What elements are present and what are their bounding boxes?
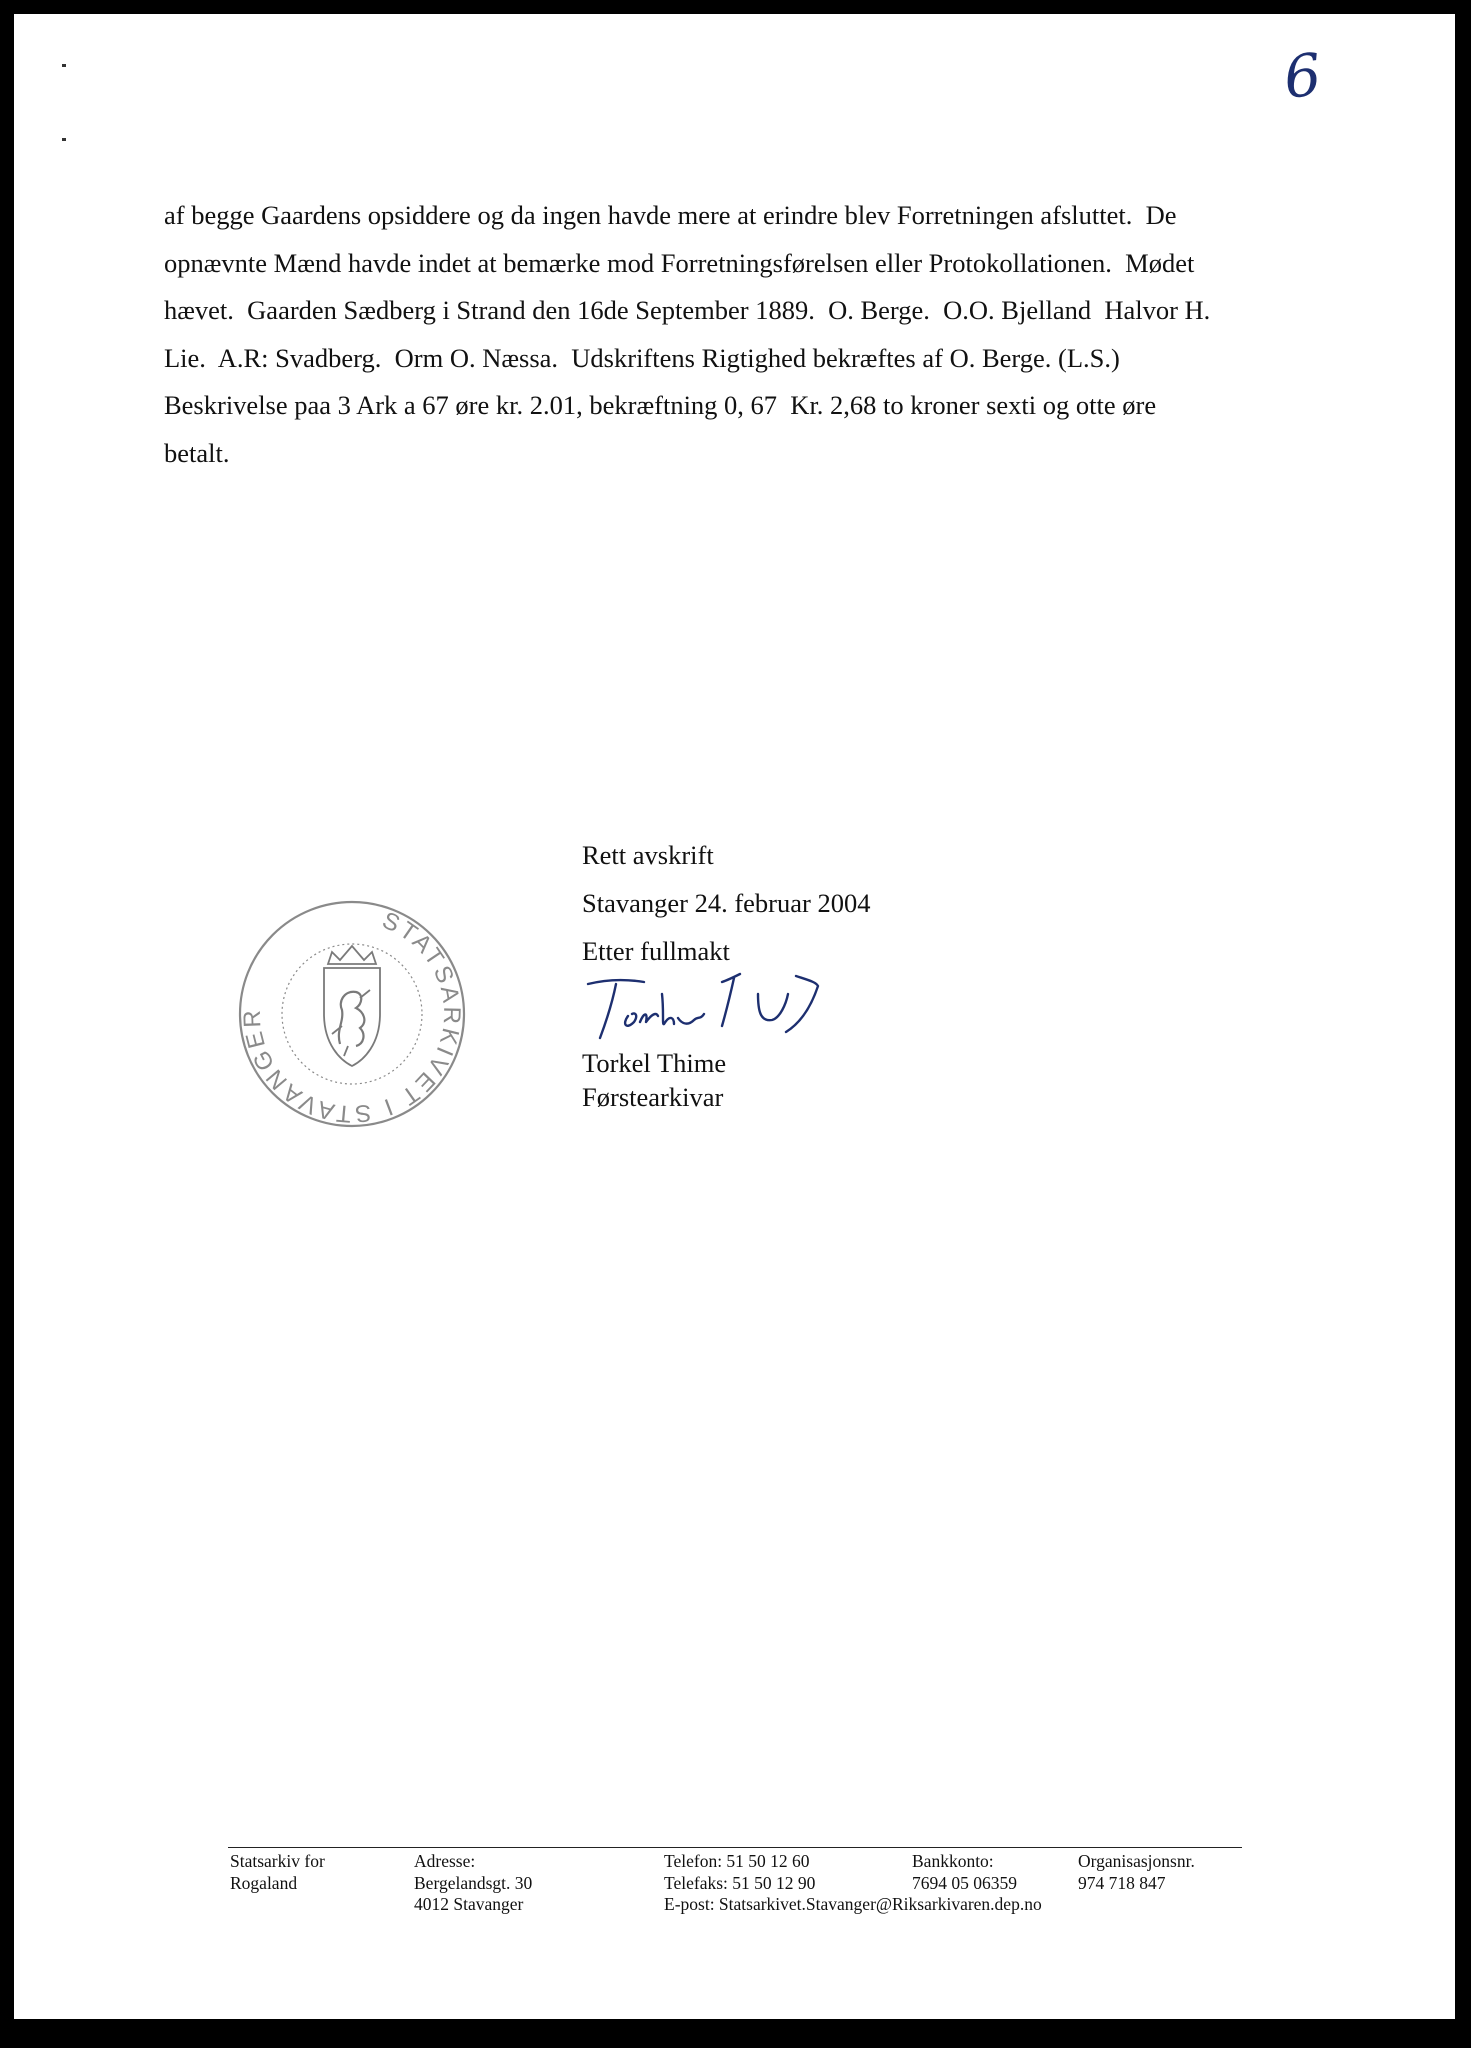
footer-text: Bankkonto:: [912, 1851, 994, 1871]
footer-text: Organisasjonsnr.: [1078, 1851, 1195, 1871]
footer-text: Rogaland: [230, 1872, 298, 1893]
body-line: hævet. Gaarden Sædberg i Strand den 16de September 1889. O. Berge. O.O. Bjelland Halvor H.: [164, 295, 1211, 325]
seal-text: STATSARKIVET I STAVANGER: [238, 906, 466, 1128]
certification-line: Rett avskrift: [582, 840, 714, 870]
certification-place-date: Stavanger 24. februar 2004: [582, 888, 871, 918]
punch-mark: [62, 138, 66, 141]
page-number: 6: [1280, 40, 1325, 112]
footer-text: 974 718 847: [1078, 1872, 1166, 1893]
handwritten-signature: [582, 964, 842, 1054]
norwegian-lion-coat-of-arms-icon: [324, 946, 380, 1066]
signatory-name: Torkel Thime: [582, 1048, 727, 1078]
body-line: Lie. A.R: Svadberg. Orm O. Næssa. Udskriftens Rigtighed bekræftes af O. Berge. (L.S.): [164, 342, 1120, 373]
certification-authority: Etter fullmakt: [582, 936, 730, 966]
footer-text: Telefaks: 51 50 12 90: [664, 1872, 816, 1893]
document-page: [14, 14, 1455, 2019]
body-line: betalt.: [164, 437, 230, 468]
footer-text: Statsarkiv for: [230, 1851, 325, 1871]
punch-mark: [62, 64, 66, 67]
footer-divider: [228, 1847, 1242, 1848]
body-line: af begge Gaardens opsiddere og da ingen havde mere at erindre blev Forretningen afsluttet. De: [164, 200, 1177, 230]
footer-institution: [230, 1851, 325, 1894]
body-line: opnævnte Mænd havde indet at bemærke mod Forretningsførelsen eller Protokollationen. Mødet: [164, 247, 1195, 278]
footer-text: Telefon: 51 50 12 60: [664, 1851, 810, 1871]
signatory-title: Førstearkivar: [582, 1082, 724, 1112]
archive-seal-stamp: [232, 894, 472, 1134]
footer-text: Adresse:: [414, 1851, 476, 1871]
transcription-body: [164, 192, 1304, 477]
footer-email: E-post: Statsarkivet.Stavanger@Riksarkivaren.dep.no: [664, 1894, 1042, 1914]
body-line: Beskrivelse paa 3 Ark a 67 øre kr. 2.01, bekræftning 0, 67 Kr. 2,68 to kroner sexti og otte øre: [164, 390, 1157, 420]
footer-text: 7694 05 06359: [912, 1872, 1017, 1893]
footer-org-number: [1078, 1851, 1195, 1894]
footer-text: Bergelandsgt. 30: [414, 1872, 533, 1893]
footer-text: 4012 Stavanger: [414, 1894, 524, 1914]
footer-bank-account: [912, 1851, 1017, 1894]
footer-address: [414, 1851, 532, 1916]
